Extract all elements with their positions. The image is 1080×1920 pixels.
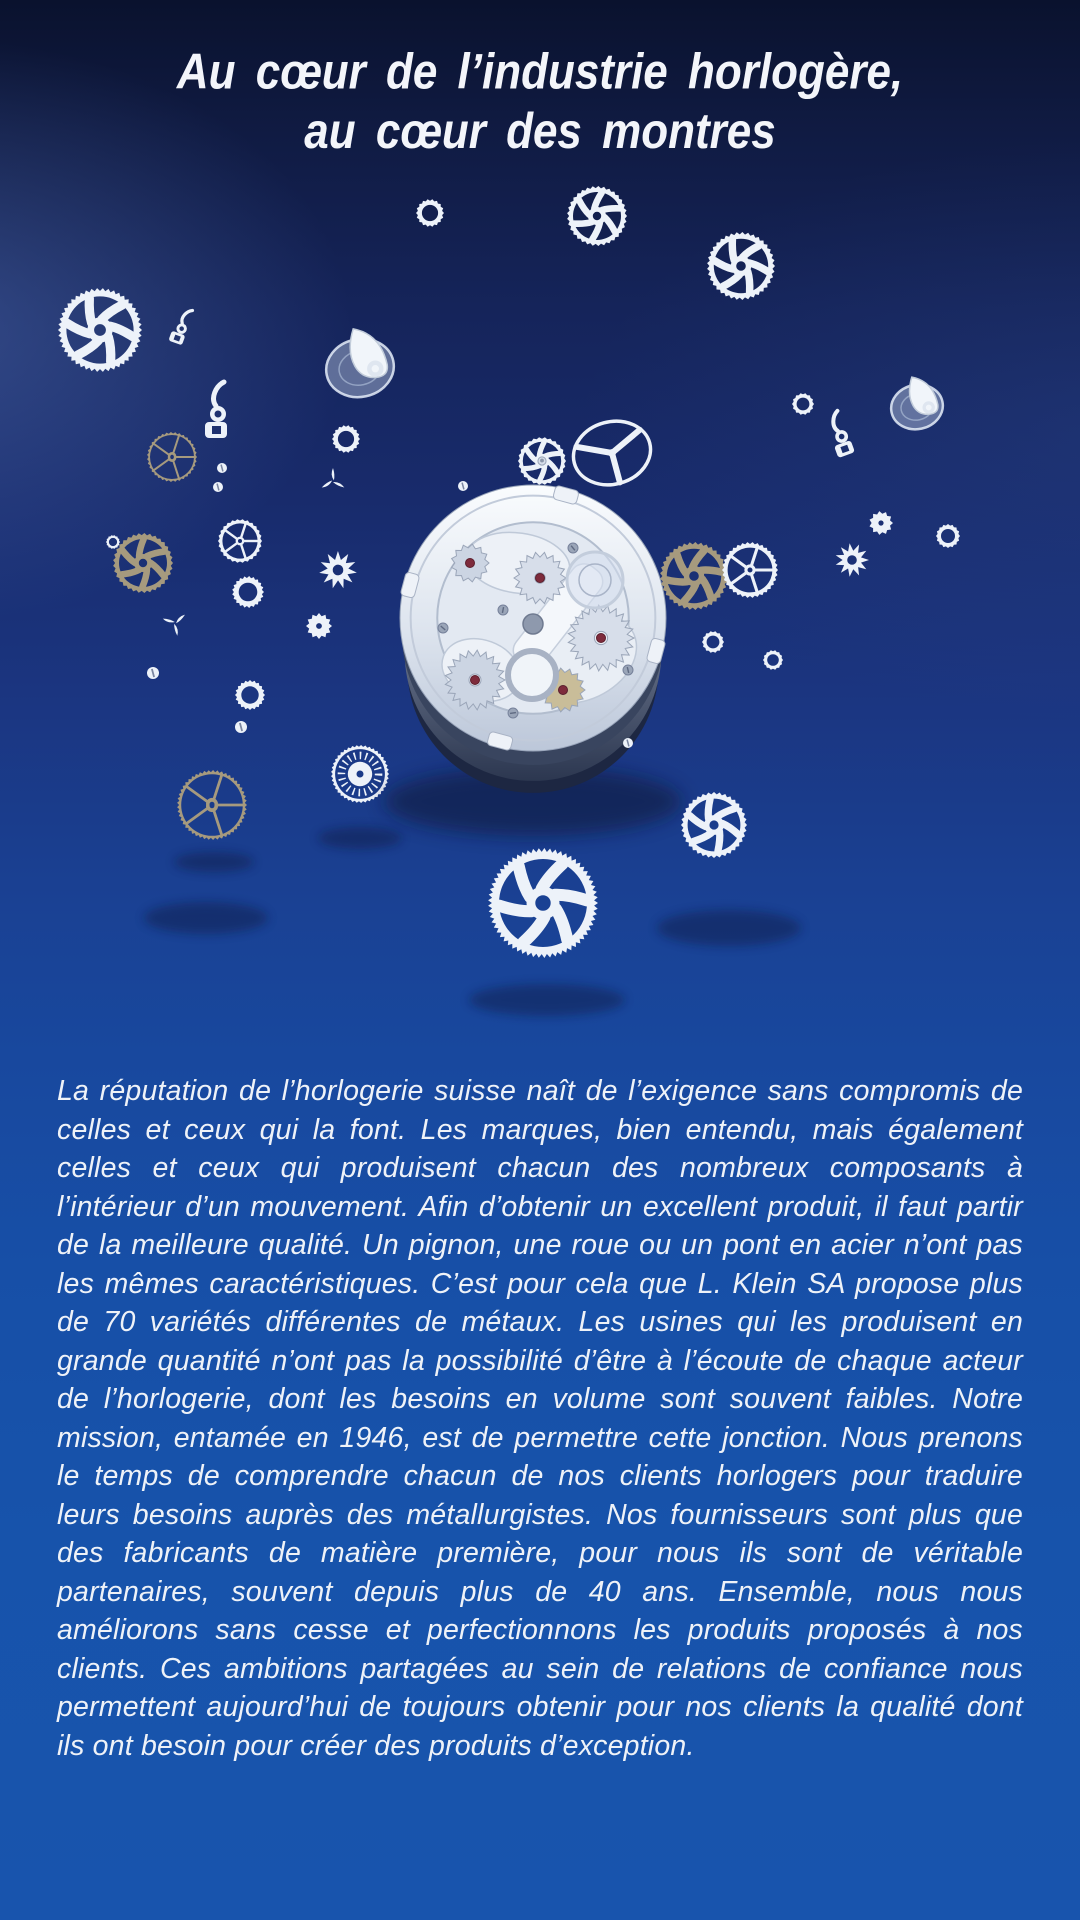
tiny-ring-icon [702, 631, 724, 652]
aperture-wheel-icon [567, 186, 627, 246]
ring-gear-icon [792, 393, 814, 414]
winding-click-icon [163, 615, 185, 636]
aperture-wheel-icon [707, 232, 775, 300]
ring-gear-icon [936, 524, 960, 548]
spoked-wheel-icon [218, 519, 262, 563]
sawtooth-gear-icon [317, 549, 359, 591]
gold-aperture-wheel-icon [113, 533, 173, 593]
balance-assembly-icon [321, 329, 400, 403]
tick-wheel-icon [331, 745, 389, 803]
screw-icon [458, 481, 468, 491]
scattered-watch-parts [58, 186, 960, 958]
soft-shadow [469, 984, 625, 1016]
soft-shadow [657, 910, 801, 946]
screw-icon [147, 667, 159, 679]
sawtooth-gear-icon [836, 543, 869, 577]
tiny-ring-icon [763, 650, 783, 669]
capped-aperture-icon [518, 437, 566, 485]
ring-gear-icon [235, 680, 265, 710]
spoked-wheel-icon [722, 542, 778, 598]
hairspring-stud-icon [168, 306, 194, 345]
soft-shadow [174, 852, 254, 872]
spur-gear-icon [306, 613, 332, 639]
tiny-ring-icon [106, 535, 120, 549]
winding-click-icon [322, 468, 345, 488]
three-spoke-wheel-icon [566, 413, 657, 493]
gold-spoked-wheel-icon [177, 770, 247, 840]
screw-icon [235, 721, 247, 733]
aperture-wheel-icon [681, 792, 747, 858]
watch-movement [384, 485, 682, 836]
ring-gear-icon [416, 199, 444, 227]
intro-paragraph: La réputation de l’horlogerie suisse naît de l’exigence sans compromis de celles et ceux qui la font. Les marques, bien entendu, mais également celles et ceux qui produisent chacun des nombreux composants à l’intérieur d’un mouvement. Afin d’obtenir un excellent produit, il faut partir de la meilleure qualité. Un pignon, une roue ou un pont en acier n’ont pas les mêmes caractéristiques. C’est pour cela que L. Klein SA propose plus de 70 variétés différentes de métaux. Les usines qui les produisent en grande quantité n’ont pas la possibilité d’être à l’écoute de chaque acteur de l’horlogerie, dont les besoins en volume sont souvent faibles. Notre mission, entamée en 1946, est de permettre cette jonction. Nous prenons le temps de comprendre chacun de nos clients horlogers pour traduire leurs besoins auprès des métallurgistes. Nos fournisseurs sont plus que des fabricants de matière première, pour nous ils sont de véritable partenaires, souvent depuis plus de 40 ans. Ensemble, nous nous améliorons sans cesse et perfectionnons les produits proposés à nos clients. Ces ambitions partagées au sein de relations de confiance nous permettent aujourd’hui de toujours obtenir pour nos clients la qualité dont ils ont besoin pour créer des produits d’exception. [57, 1075, 1023, 1762]
spur-gear-icon [870, 511, 894, 535]
screw-icon [213, 482, 223, 492]
title-line-1: Au cœur de l’industrie horlogère, [176, 44, 904, 100]
pallet-fork-icon [205, 382, 227, 438]
screw-icon [623, 738, 633, 748]
ring-gear-icon [332, 425, 360, 453]
ring-gear-icon [232, 576, 264, 608]
pallet-fork-icon [823, 410, 855, 458]
large-aperture-gear-icon [488, 848, 598, 958]
balance-assembly-icon [887, 377, 947, 434]
gold-aperture-wheel-icon [660, 542, 728, 610]
aperture-wheel-icon [58, 288, 142, 372]
soft-shadow [144, 902, 268, 934]
page-title [0, 42, 1080, 162]
gold-spoked-wheel-icon [147, 432, 197, 482]
screw-icon [217, 463, 227, 473]
title-line-2: au cœur des montres [304, 104, 776, 160]
soft-shadow [318, 827, 402, 849]
